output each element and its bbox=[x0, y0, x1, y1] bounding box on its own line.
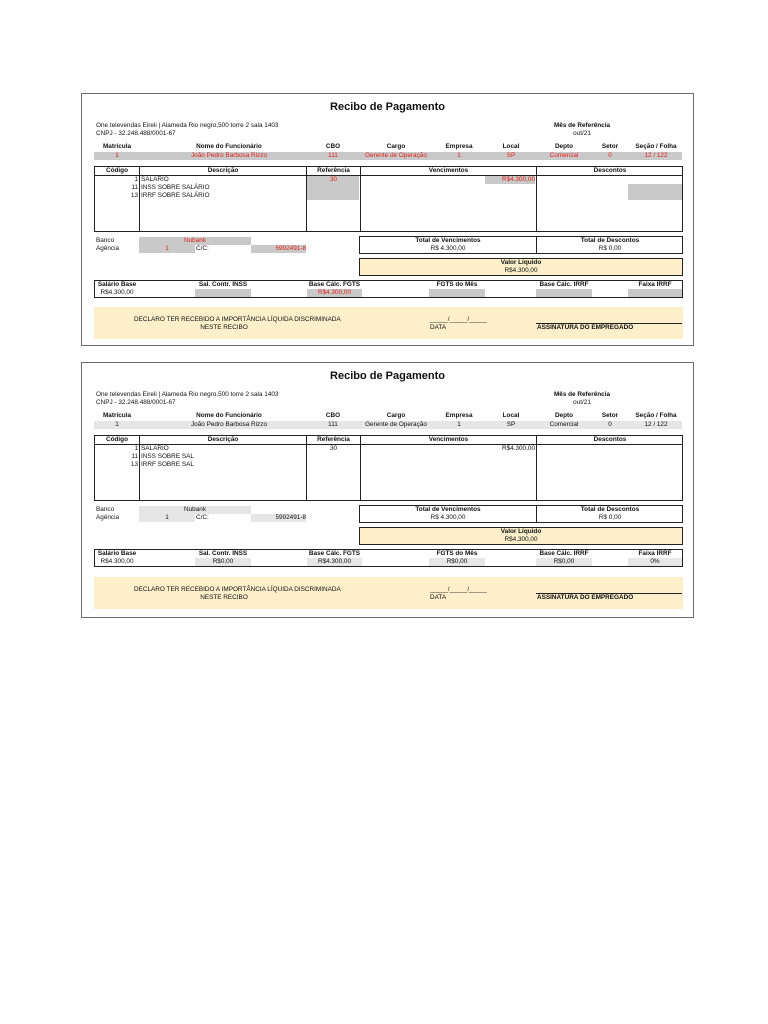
inss-label: Sal. Contr. INSS bbox=[198, 281, 248, 288]
item-codigo: 13 bbox=[130, 192, 138, 199]
header-nome: Nome do Funcionário bbox=[196, 412, 262, 419]
header-setor: Setor bbox=[601, 412, 619, 419]
th-descricao: Descrição bbox=[207, 167, 239, 174]
payslip-title: Recibo de Pagamento bbox=[330, 101, 445, 113]
date-blank: _____/_____/_____ bbox=[430, 586, 487, 593]
item-codigo: 11 bbox=[131, 184, 138, 191]
declaration-text-2: NESTE RECIBO bbox=[200, 594, 248, 601]
header-matricula: Matrícula bbox=[102, 143, 132, 150]
salario-base-label: Salário Base bbox=[97, 281, 137, 288]
payslip-1 bbox=[81, 93, 694, 346]
salario-base-value: R$4.300,00 bbox=[100, 289, 134, 296]
totals-box bbox=[359, 505, 683, 523]
item-codigo: 11 bbox=[131, 453, 138, 460]
bases-row bbox=[94, 549, 683, 567]
header-setor: Setor bbox=[601, 143, 619, 150]
fgts-mes-value bbox=[429, 289, 485, 297]
valor-liquido-value: R$4.300,00 bbox=[504, 267, 538, 274]
fgts-label: Base Cálc. FGTS bbox=[308, 550, 361, 557]
signature-label: ASSINATURA DO EMPREGADO bbox=[537, 594, 634, 601]
th-descricao: Descrição bbox=[207, 436, 239, 443]
header-cargo: Cargo bbox=[386, 143, 406, 150]
header-nome: Nome do Funcionário bbox=[196, 143, 262, 150]
bases-row bbox=[94, 280, 683, 298]
header-local: Local bbox=[502, 412, 520, 419]
fgts-label: Base Cálc. FGTS bbox=[308, 281, 361, 288]
faixa-label: Faixa IRRF bbox=[638, 550, 672, 557]
fgts-mes-label: FGTS do Mês bbox=[436, 550, 478, 557]
employee-depto: Comercial bbox=[549, 152, 579, 159]
inss-value: R$0,00 bbox=[195, 558, 251, 566]
header-local: Local bbox=[502, 143, 520, 150]
header-cargo: Cargo bbox=[386, 412, 406, 419]
employee-local: SP bbox=[506, 152, 516, 159]
agencia-label: Agência bbox=[96, 245, 120, 252]
th-descontos: Descontos bbox=[593, 167, 627, 174]
th-vencimentos: Vencimentos bbox=[428, 436, 469, 443]
header-depto: Depto bbox=[554, 412, 574, 419]
payslip-title: Recibo de Pagamento bbox=[330, 370, 445, 382]
inss-value bbox=[195, 289, 251, 297]
declaration-area bbox=[94, 307, 683, 339]
header-empresa: Empresa bbox=[445, 412, 473, 419]
item-descricao: INSS SOBRE SALÁRIO bbox=[141, 184, 210, 191]
company-cnpj: CNPJ - 32.248.488/0001-67 bbox=[96, 130, 176, 137]
declaration-area bbox=[94, 577, 683, 609]
employee-cargo: Gerente de Operação bbox=[365, 421, 427, 428]
employee-setor: 0 bbox=[608, 152, 612, 159]
agencia-value: 1 bbox=[139, 245, 195, 253]
employee-header-row bbox=[94, 143, 682, 151]
agencia-label: Agência bbox=[96, 514, 120, 521]
item-codigo: 1 bbox=[134, 176, 138, 183]
item-descricao: IRRF SOBRE SAL bbox=[141, 461, 194, 468]
total-descontos-value: R$ 0,00 bbox=[598, 514, 622, 521]
employee-values-row bbox=[94, 421, 682, 429]
ref-month-value: out/21 bbox=[573, 130, 591, 137]
employee-header-row bbox=[94, 412, 682, 420]
valor-liquido-box bbox=[359, 527, 683, 545]
ref-month-label: Mês de Referência bbox=[553, 391, 611, 398]
employee-setor: 0 bbox=[608, 421, 612, 428]
employee-cbo: 111 bbox=[328, 421, 338, 428]
total-vencimentos-value: R$ 4.300,00 bbox=[430, 245, 466, 252]
cc-label: C/C: bbox=[196, 514, 209, 521]
header-cbo: CBO bbox=[325, 143, 341, 150]
salario-base-value: R$4.300,00 bbox=[100, 558, 134, 565]
header-depto: Depto bbox=[554, 143, 574, 150]
irrf-label: Base Cálc. IRRF bbox=[539, 550, 589, 557]
item-descricao: SALARIO bbox=[141, 445, 169, 452]
signature-label: ASSINATURA DO EMPREGADO bbox=[537, 324, 634, 331]
irrf-value bbox=[536, 289, 592, 297]
cc-label: C/C: bbox=[196, 245, 209, 252]
fgts-value: R$4.300,00 bbox=[307, 558, 362, 566]
ref-month-value: out/21 bbox=[573, 399, 591, 406]
fgts-mes-value: R$0,00 bbox=[429, 558, 485, 566]
total-vencimentos-label: Total de Vencimentos bbox=[415, 237, 481, 244]
banco-label: Banco bbox=[96, 506, 115, 513]
company-cnpj: CNPJ - 32.248.488/0001-67 bbox=[96, 399, 176, 406]
item-descricao: INSS SOBRE SAL bbox=[141, 453, 194, 460]
banco-label: Banco bbox=[96, 237, 115, 244]
salario-base-label: Salário Base bbox=[97, 550, 137, 557]
th-codigo: Código bbox=[105, 436, 128, 443]
fgts-mes-label: FGTS do Mês bbox=[436, 281, 478, 288]
employee-values-row bbox=[94, 152, 682, 160]
employee-cbo: 111 bbox=[328, 152, 338, 159]
item-descricao: SALARIO bbox=[141, 176, 169, 183]
header-matricula: Matrícula bbox=[102, 412, 132, 419]
fgts-value: R$4.300,00 bbox=[307, 289, 362, 297]
valor-liquido-value: R$4.300,00 bbox=[504, 536, 538, 543]
inss-label: Sal. Contr. INSS bbox=[198, 550, 248, 557]
header-cbo: CBO bbox=[325, 412, 341, 419]
ref-month-label: Mês de Referência bbox=[553, 122, 611, 129]
item-codigo: 13 bbox=[130, 461, 138, 468]
item-vencimento: R$4.300,00 bbox=[501, 176, 535, 183]
employee-nome: João Pedro Barbosa Rizzo bbox=[190, 152, 268, 159]
agencia-value: 1 bbox=[139, 514, 195, 522]
employee-local: SP bbox=[506, 421, 516, 428]
item-descricao: IRRF SOBRE SALÁRIO bbox=[141, 192, 210, 199]
th-referencia: Referência bbox=[317, 436, 350, 443]
employee-empresa: 1 bbox=[457, 152, 461, 159]
total-descontos-label: Total de Descontos bbox=[580, 237, 640, 244]
employee-secao: 12 / 122 bbox=[644, 152, 668, 159]
company-line: One televendas Eireli | Alameda Rio negro,500 torre 2 sala 1403 bbox=[96, 122, 279, 129]
irrf-label: Base Cálc. IRRF bbox=[539, 281, 589, 288]
total-vencimentos-label: Total de Vencimentos bbox=[415, 506, 481, 513]
total-vencimentos-value: R$ 4.300,00 bbox=[430, 514, 466, 521]
item-vencimento: R$4.300,00 bbox=[501, 445, 535, 452]
declaration-text: DECLARO TER RECEBIDO A IMPORTÂNCIA LÍQUIDA DISCRIMINADA bbox=[134, 316, 341, 323]
irrf-value: R$0,00 bbox=[536, 558, 592, 566]
th-codigo: Código bbox=[105, 167, 128, 174]
valor-liquido-label: Valor Líquido bbox=[500, 259, 542, 266]
employee-empresa: 1 bbox=[457, 421, 461, 428]
date-label: DATA bbox=[430, 594, 447, 601]
th-referencia: Referência bbox=[317, 167, 350, 174]
items-table bbox=[94, 166, 683, 232]
employee-nome: João Pedro Barbosa Rizzo bbox=[190, 421, 268, 428]
totals-box bbox=[359, 236, 683, 254]
banco-value: Nubank bbox=[139, 506, 251, 514]
item-codigo: 1 bbox=[134, 445, 138, 452]
company-line: One televendas Eireli | Alameda Rio negro,500 torre 2 sala 1403 bbox=[96, 391, 279, 398]
cc-value: 5992491-8 bbox=[251, 514, 306, 522]
faixa-value bbox=[628, 289, 682, 297]
total-descontos-label: Total de Descontos bbox=[580, 506, 640, 513]
employee-cargo: Gerente de Operação bbox=[365, 152, 427, 159]
valor-liquido-label: Valor Líquido bbox=[500, 528, 542, 535]
employee-secao: 12 / 122 bbox=[644, 421, 668, 428]
banco-value: Nubank bbox=[139, 237, 251, 245]
declaration-text-2: NESTE RECIBO bbox=[200, 324, 248, 331]
header-secao: Seção / Folha bbox=[635, 412, 677, 419]
employee-matricula: 1 bbox=[115, 421, 119, 428]
declaration-text: DECLARO TER RECEBIDO A IMPORTÂNCIA LÍQUIDA DISCRIMINADA bbox=[134, 586, 341, 593]
date-label: DATA bbox=[430, 324, 447, 331]
cc-value: 5992491-8 bbox=[251, 245, 306, 253]
th-descontos: Descontos bbox=[593, 436, 627, 443]
employee-depto: Comercial bbox=[549, 421, 579, 428]
items-table bbox=[94, 435, 683, 501]
item-referencia: 30 bbox=[329, 176, 338, 183]
header-empresa: Empresa bbox=[445, 143, 473, 150]
employee-matricula: 1 bbox=[115, 152, 119, 159]
faixa-label: Faixa IRRF bbox=[638, 281, 672, 288]
header-secao: Seção / Folha bbox=[635, 143, 677, 150]
total-descontos-value: R$ 0,00 bbox=[598, 245, 622, 252]
date-blank: _____/_____/_____ bbox=[430, 316, 487, 323]
faixa-value: 0% bbox=[628, 558, 682, 566]
item-referencia: 30 bbox=[329, 445, 338, 452]
payslip-2 bbox=[81, 362, 694, 618]
th-vencimentos: Vencimentos bbox=[428, 167, 469, 174]
valor-liquido-box bbox=[359, 258, 683, 276]
